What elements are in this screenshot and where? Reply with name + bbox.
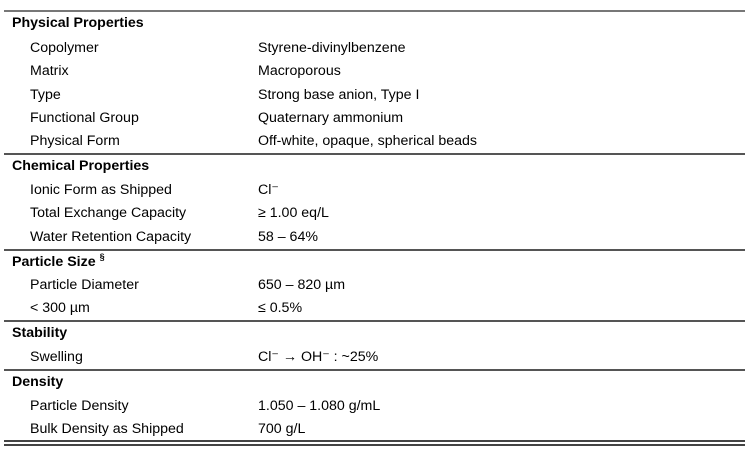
row-label: Matrix <box>30 63 69 79</box>
row-value: Strong base anion, Type I <box>258 87 420 103</box>
row-value: 58 – 64% <box>258 229 318 245</box>
section-footnote-mark: § <box>99 252 105 262</box>
row-value: 700 g/L <box>258 421 306 437</box>
row-value: Quaternary ammonium <box>258 110 404 126</box>
section-title-text: Particle Size <box>12 254 96 270</box>
row-value: Cl⁻ <box>258 182 279 198</box>
table-row <box>0 274 751 297</box>
section-title-physical: Physical Properties <box>12 15 144 31</box>
table-row <box>0 395 751 418</box>
bottom-rule <box>4 440 745 442</box>
row-label: Copolymer <box>30 40 99 56</box>
row-value: ≥ 1.00 eq/L <box>258 205 329 221</box>
row-label: Ionic Form as Shipped <box>30 182 172 198</box>
table-row <box>0 226 751 249</box>
row-label: Particle Diameter <box>30 277 139 293</box>
row-label: Bulk Density as Shipped <box>30 421 184 437</box>
row-value: Off-white, opaque, spherical beads <box>258 133 477 149</box>
row-value: 650 – 820 µm <box>258 277 346 293</box>
table-row <box>0 418 751 441</box>
row-value: Macroporous <box>258 63 341 79</box>
row-label: Swelling <box>30 349 83 365</box>
row-value: 1.050 – 1.080 g/mL <box>258 398 381 414</box>
row-label: Functional Group <box>30 110 139 126</box>
row-value: Styrene-divinylbenzene <box>258 40 406 56</box>
table-row <box>0 107 751 130</box>
table-row <box>0 202 751 225</box>
row-value: Cl⁻ → OH⁻ : ~25% <box>258 349 379 365</box>
row-label: < 300 µm <box>30 300 90 316</box>
table-row <box>0 346 751 369</box>
row-label: Type <box>30 87 61 103</box>
table-row <box>0 84 751 107</box>
table-row <box>0 179 751 202</box>
section-title-particle-size <box>12 251 712 274</box>
row-label: Physical Form <box>30 133 120 149</box>
section-title-stability: Stability <box>12 325 68 341</box>
table-row <box>0 297 751 320</box>
row-label: Particle Density <box>30 398 129 414</box>
bottom-rule <box>4 444 745 446</box>
section-title-chemical: Chemical Properties <box>12 158 150 174</box>
table-row <box>0 130 751 153</box>
row-label: Water Retention Capacity <box>30 229 192 245</box>
row-value: ≤ 0.5% <box>258 300 303 316</box>
table-row <box>0 37 751 60</box>
table-row <box>0 60 751 83</box>
section-title-density: Density <box>12 374 64 390</box>
row-label: Total Exchange Capacity <box>30 205 187 221</box>
